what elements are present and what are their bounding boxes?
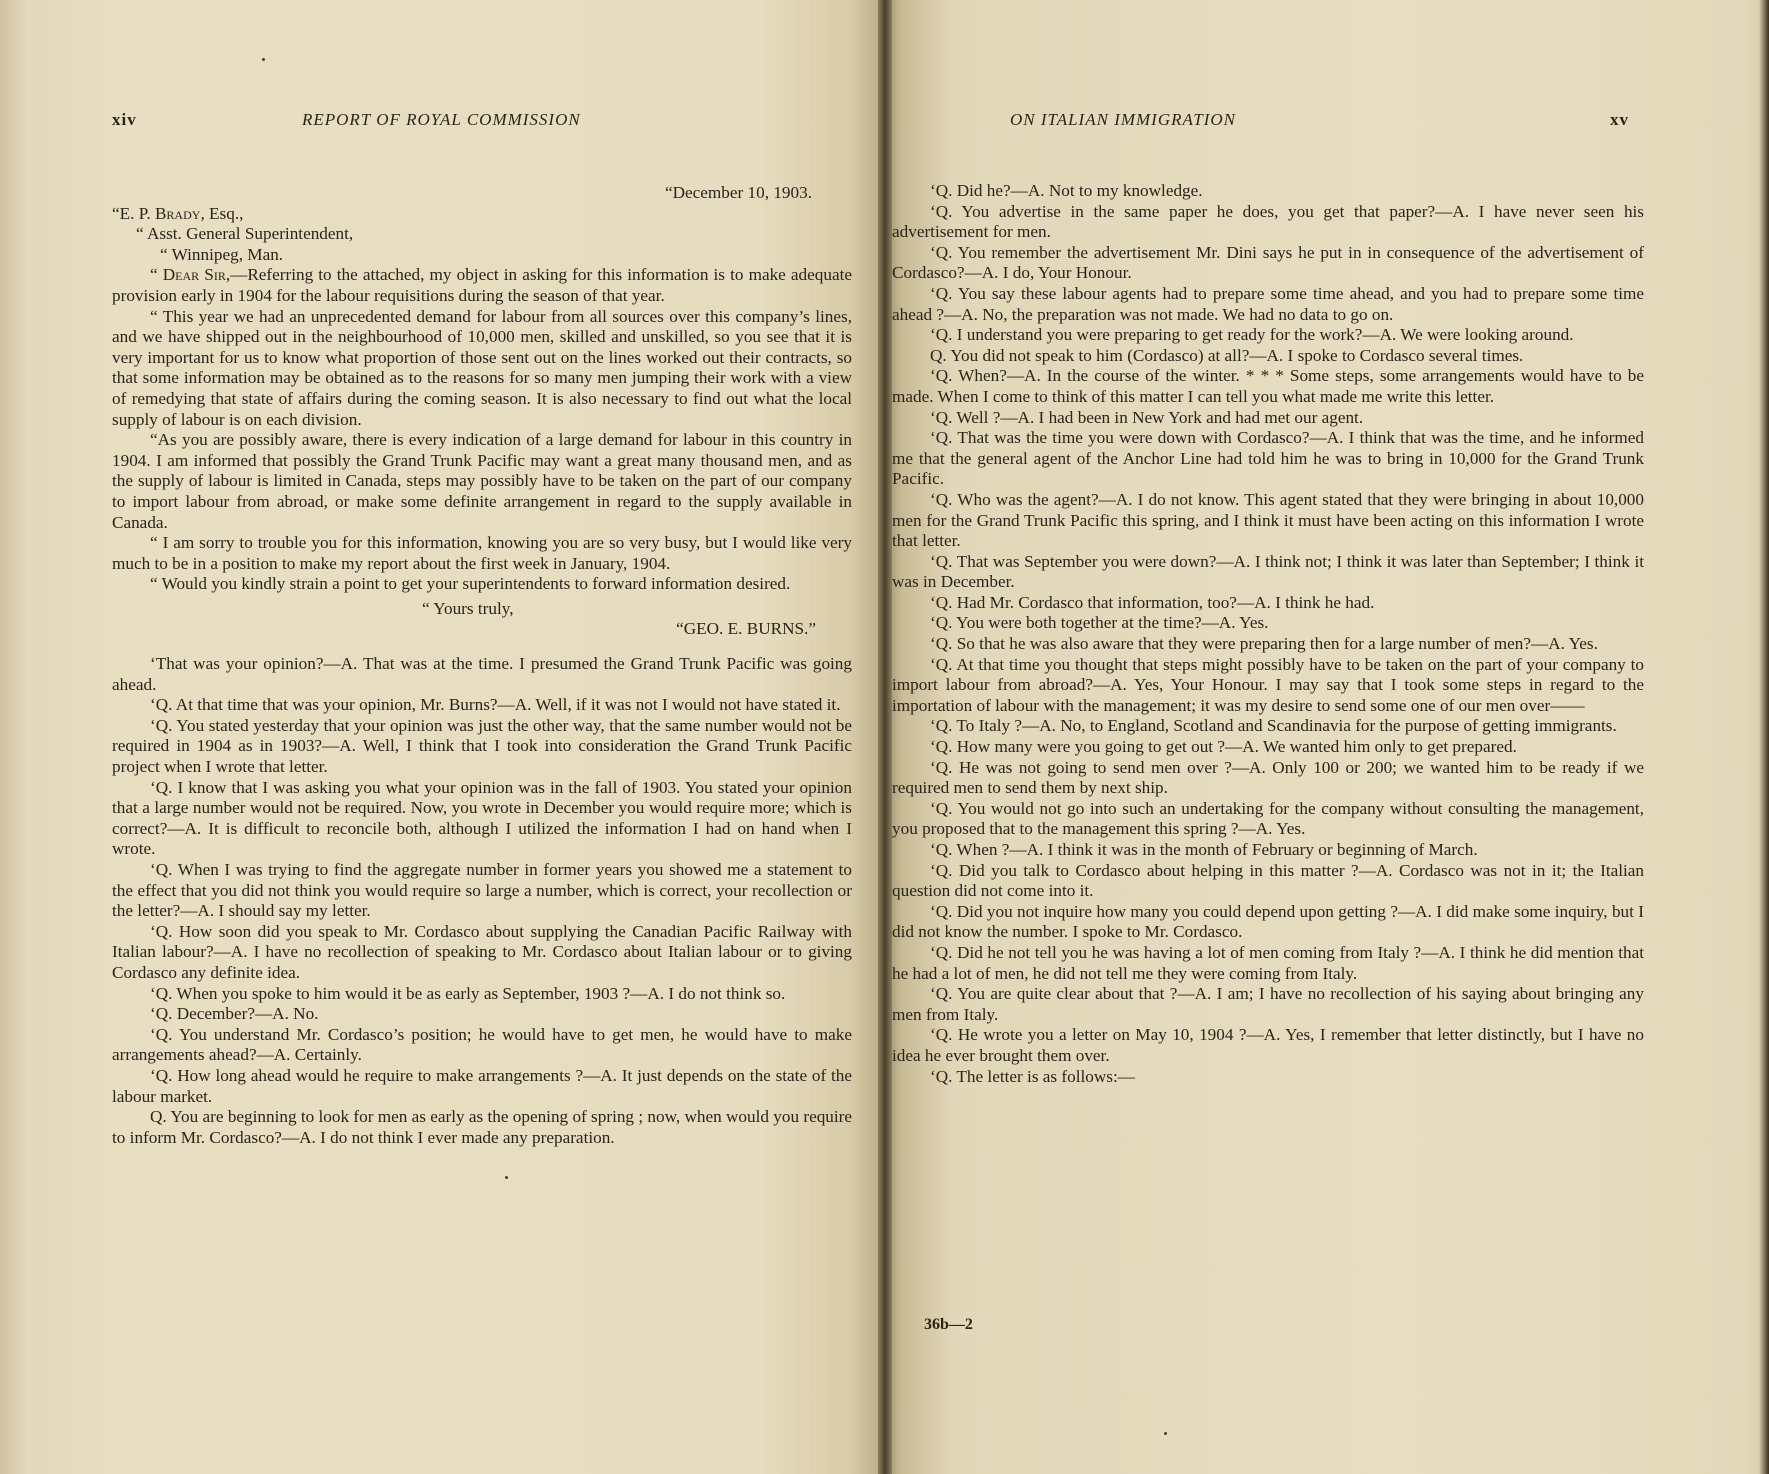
testimony-paragraph: ‘Q. December?—A. No. <box>150 1004 319 1024</box>
testimony-paragraph: ‘Q. You advertise in the same paper he does, you get that paper?—A. I have never seen his advertisement for men. <box>892 201 1644 242</box>
testimony-paragraph: ‘Q. At that time you thought that steps might possibly have to be taken on the part of your company to import labour from abroad?—A. Yes, Your Honour. I may say that I took some steps in regard to the importation of labour with the management; it was my desire to send some one of our men over—— <box>892 654 1644 715</box>
testimony-paragraph: ‘Q. How many were you going to get out ?—A. We wanted him only to get prepared. <box>930 737 1517 757</box>
letter-para-1-text: ,—Referring to the attached, my object in asking for this information is to make adequate provision early in 1904 for the labour requisitions during the season of that year. <box>112 265 852 305</box>
letter-closing: “ Yours truly, <box>422 598 514 618</box>
testimony-paragraph: ‘Q. When?—A. In the course of the winter. * * * Some steps, some arrangements would have to be made. When I come to think of this matter I can tell you what made me write this letter. <box>892 366 1644 406</box>
testimony-paragraph: ‘Q. I understand you were preparing to get ready for the work?—A. We were looking around. <box>930 325 1574 345</box>
paper-speck <box>262 58 265 61</box>
testimony-paragraph: ‘Q. Well ?—A. I had been in New York and had met our agent. <box>930 407 1364 427</box>
testimony-paragraph: ‘Q. To Italy ?—A. No, to England, Scotland and Scandinavia for the purpose of getting immigrants. <box>930 716 1617 736</box>
right-page-number <box>1610 110 1629 130</box>
testimony-paragraph: ‘Q. At that time that was your opinion, Mr. Burns?—A. Well, if it was not I would not have stated it. <box>150 695 841 715</box>
signature-mark: 36b—2 <box>924 1316 973 1333</box>
letter-signature: “GEO. E. BURNS.” <box>676 619 816 639</box>
right-running-head <box>1010 110 1236 130</box>
addressee-suffix: , Esq., <box>200 203 244 223</box>
testimony-paragraph: ‘Q. Did he?—A. Not to my knowledge. <box>930 181 1203 200</box>
testimony-paragraph: ‘Q. He wrote you a letter on May 10, 1904 ?—A. Yes, I remember that letter distinctly, but I have no idea he ever brought them over. <box>892 1025 1644 1065</box>
testimony-paragraph: ‘Q. You would not go into such an undertaking for the company without consulting the management, you proposed that to the management this spring ?—A. Yes. <box>892 798 1644 839</box>
testimony-paragraph: ‘Q. You were both together at the time?—A. Yes. <box>930 613 1269 633</box>
right-body <box>892 181 1644 1087</box>
running-head: REPORT OF ROYAL COMMISSION <box>302 110 581 129</box>
left-page-number <box>112 110 137 130</box>
letter-para-4: “ I am sorry to trouble you for this information, knowing you are so very busy, but I would like very much to be in a position to make my report about the first week in January, 1904. <box>112 533 852 573</box>
page-number: xv <box>1610 110 1629 129</box>
testimony-paragraph: Q. You are beginning to look for men as early as the opening of spring ; now, when would you require to inform Mr. Cordasco?—A. I do not think I ever made any preparation. <box>112 1107 853 1147</box>
letter-para-5: “ Would you kindly strain a point to get your superintendents to forward information desired. <box>150 574 791 594</box>
testimony-paragraph: ‘Q. When you spoke to him would it be as early as September, 1903 ?—A. I do not think so. <box>150 983 786 1003</box>
testimony-paragraph: ‘Q. You are quite clear about that ?—A. I am; I have no recollection of his saying about bringing any men from Italy. <box>892 984 1644 1024</box>
testimony-paragraph: ‘Q. How soon did you speak to Mr. Cordasco about supplying the Canadian Pacific Railway with Italian labour?—A. I have no recollection of speaking to Mr. Cordasco about Italian labour or to giving Cordasco any definite idea. <box>112 921 852 982</box>
paper-speck <box>1164 1432 1167 1435</box>
letter-addressee <box>112 204 852 225</box>
testimony-paragraph: ‘Q. Who was the agent?—A. I do not know. This agent stated that they were bringing in about 10,000 men for the Grand Trunk Pacific this spring, and I think it must have been acting on this information I wrote that letter. <box>892 489 1644 551</box>
testimony-paragraph: ‘Q. That was September you were down?—A. I think not; I think it was later than September; I think it was in December. <box>892 551 1644 592</box>
testimony-paragraph: ‘Q. You understand Mr. Cordasco’s position; he would have to get men, he would have to make arrangements ahead?—A. Certainly. <box>112 1024 852 1065</box>
letter-title-line: “ Asst. General Superintendent, <box>136 224 354 244</box>
paper-speck <box>505 1176 508 1179</box>
testimony-paragraph: ‘Q. You remember the advertisement Mr. Dini says he put in in consequence of the advertisement of Cordasco?—A. I do, Your Honour. <box>892 242 1644 283</box>
letter-date: “December 10, 1903. <box>665 183 812 202</box>
left-body <box>112 183 852 1148</box>
testimony-paragraph: ‘Q. He was not going to send men over ?—A. Only 100 or 200; we wanted him to be ready if we required men to send them by next ship. <box>892 757 1644 798</box>
addressee-name: Brady <box>154 203 201 223</box>
letter-place-line: “ Winnipeg, Man. <box>160 244 284 264</box>
left-running-head <box>302 110 581 130</box>
testimony-paragraph: ‘Q. Did he not tell you he was having a lot of men coming from Italy ?—A. I think he did mention that he had a lot of men, he did not tell me they were coming from Italy. <box>892 942 1644 983</box>
testimony-paragraph: ‘Q. Did you talk to Cordasco about helping in this matter ?—A. Cordasco was not in it; the Italian question did not come into it. <box>892 860 1644 901</box>
testimony-paragraph: ‘Q. When ?—A. I think it was in the month of February or beginning of March. <box>930 840 1478 859</box>
letter-para-3: “As you are possibly aware, there is every indication of a large demand for labour in this country in 1904. I am informed that possibly the Grand Trunk Pacific may want a great many thousand men, and as the supply of labour is limited in Canada, steps may possibly have to be taken on the part of our company to import labour from abroad, or make some definite arrangement in regard to the supply available in Canada. <box>112 430 852 532</box>
letter-para-2: “ This year we had an unprecedented demand for labour from all sources over this company’s lines, and we have shipped out in the neighbourhood of 10,000 men, skilled and unskilled, so you see that it is very important for us to know what proportion of those sent out on the lines worked out their contracts, so that some information may be obtained as to the reasons for so many men jumping their work with a view of remedying that state of affairs during the coming season. It is also necessary to find out what the local supply of labour is on each division. <box>112 306 852 429</box>
page-number: xiv <box>112 110 137 129</box>
running-head: ON ITALIAN IMMIGRATION <box>1010 110 1236 129</box>
letter-para-1 <box>112 265 852 306</box>
testimony-paragraph: ‘Q. Did you not inquire how many you could depend upon getting ?—A. I did make some inquiry, but I did not know the number. I spoke to Mr. Cordasco. <box>892 901 1644 942</box>
addressee-prefix: “E. P. <box>112 203 155 223</box>
left-page <box>0 0 884 1474</box>
testimony-paragraph: ‘Q. The letter is as follows:— <box>930 1066 1135 1086</box>
book-gutter <box>878 0 892 1474</box>
testimony-paragraph: ‘Q. I know that I was asking you what your opinion was in the fall of 1903. You stated your opinion that a large number would not be required. Now, you wrote in December you would require more; which is correct?—A. It is difficult to reconcile both, although I utilized the information I had on hand when I wrote. <box>112 777 852 859</box>
testimony-paragraph: ‘Q. So that he was also aware that they were preparing then for a large number of men?—A. Yes. <box>930 634 1598 654</box>
testimony-paragraph: ‘Q. Had Mr. Cordasco that information, too?—A. I think he had. <box>930 592 1375 612</box>
right-page <box>884 0 1769 1474</box>
testimony-paragraph: ‘Q. That was the time you were down with Cordasco?—A. I think that was the time, and he informed me that the general agent of the Anchor Line had told him he was to bring in 10,000 for the Grand Trunk Pacific. <box>892 428 1644 489</box>
testimony-paragraph: ‘That was your opinion?—A. That was at the time. I presumed the Grand Trunk Pacific was going ahead. <box>112 654 852 694</box>
testimony-paragraph: ‘Q. You stated yesterday that your opinion was just the other way, that the same number would not be required in 1904 as in 1903?—A. Well, I think that I took into consideration the Grand Trunk Pacific project when I wrote that letter. <box>112 715 852 777</box>
testimony-paragraph: ‘Q. You say these labour agents had to prepare some time ahead, and you had to prepare some time ahead ?—A. No, the preparation was not made. We had no data to go on. <box>892 283 1644 324</box>
testimony-paragraph: ‘Q. How long ahead would he require to make arrangements ?—A. It just depends on the state of the labour market. <box>112 1065 852 1106</box>
testimony-paragraph: Q. You did not speak to him (Cordasco) at all?—A. I spoke to Cordasco several times. <box>930 345 1524 365</box>
testimony-paragraph: ‘Q. When I was trying to find the aggregate number in former years you showed me a statement to the effect that you did not think you would require so large a number, which is correct, your recollection or the letter?—A. I should say my letter. <box>112 860 852 921</box>
letter-salutation: “ Dear Sir <box>150 265 226 285</box>
